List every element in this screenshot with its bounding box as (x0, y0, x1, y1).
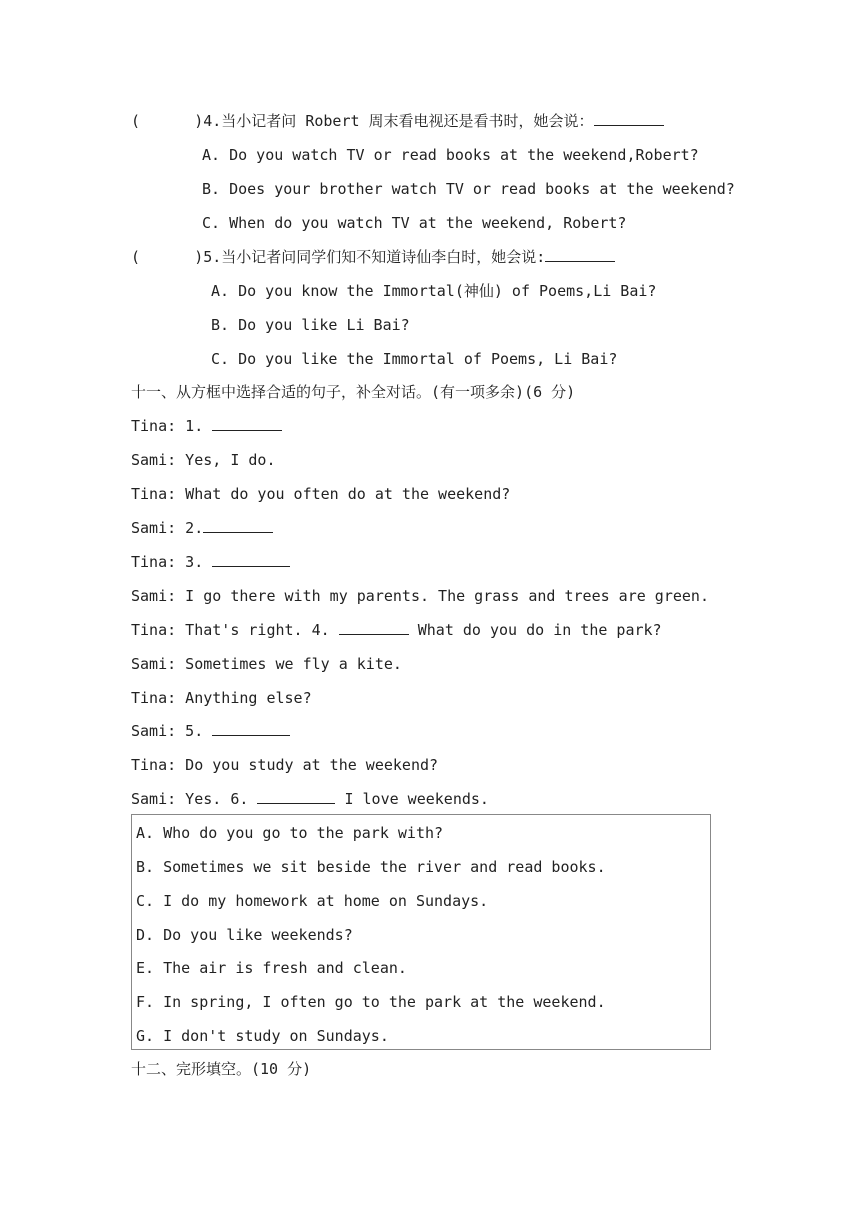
choice-g: G. I don't study on Sundays. (136, 1027, 389, 1045)
q4-option-b: B. Does your brother watch TV or read books at the weekend? (202, 180, 735, 198)
choice-a: A. Who do you go to the park with? (136, 824, 444, 842)
dialogue-line-9: Tina: Anything else? (131, 689, 312, 707)
answer-blank[interactable] (203, 518, 273, 533)
answer-blank[interactable] (545, 247, 615, 262)
dialogue-line-3: Tina: What do you often do at the weekend? (131, 485, 511, 503)
dialogue-line-2: Sami: Yes, I do. (131, 451, 276, 469)
choice-b: B. Sometimes we sit beside the river and read books. (136, 858, 606, 876)
dialogue-line-7: Tina: That's right. 4. What do you do in the park? (131, 621, 662, 639)
q5-stem: ( )5.当小记者问同学们知不知道诗仙李白时，她会说: (131, 247, 615, 267)
q4-option-a: A. Do you watch TV or read books at the weekend,Robert? (202, 146, 699, 164)
choice-d: D. Do you like weekends? (136, 926, 353, 944)
answer-blank[interactable] (257, 789, 335, 804)
dialogue-line-11: Tina: Do you study at the weekend? (131, 756, 439, 774)
dialogue-line-1: Tina: 1. (131, 416, 282, 436)
q4-option-c: C. When do you watch TV at the weekend, Robert? (202, 214, 627, 232)
answer-blank[interactable] (212, 552, 290, 567)
dialogue-line-10: Sami: 5. (131, 721, 290, 741)
section-12-heading: 十二、完形填空。(10 分) (131, 1060, 312, 1078)
answer-blank[interactable] (212, 721, 290, 736)
answer-blank[interactable] (594, 111, 664, 126)
section-11-heading: 十一、从方框中选择合适的句子，补全对话。(有一项多余)(6 分) (131, 383, 576, 401)
q5-option-c: C. Do you like the Immortal of Poems, Li Bai? (211, 350, 618, 368)
dialogue-line-6: Sami: I go there with my parents. The grass and trees are green. (131, 587, 709, 605)
choice-f: F. In spring, I often go to the park at the weekend. (136, 993, 606, 1011)
answer-blank[interactable] (212, 416, 282, 431)
dialogue-line-12: Sami: Yes. 6. I love weekends. (131, 790, 489, 808)
q5-option-a: A. Do you know the Immortal(神仙) of Poems,Li Bai? (211, 282, 657, 300)
q5-option-b: B. Do you like Li Bai? (211, 316, 410, 334)
choice-c: C. I do my homework at home on Sundays. (136, 892, 489, 910)
dialogue-line-4: Sami: 2. (131, 518, 273, 538)
answer-blank[interactable] (339, 620, 409, 635)
q4-stem: ( )4.当小记者问 Robert 周末看电视还是看书时，她会说： (131, 111, 664, 131)
dialogue-line-5: Tina: 3. (131, 552, 290, 572)
dialogue-line-8: Sami: Sometimes we fly a kite. (131, 655, 402, 673)
choice-e: E. The air is fresh and clean. (136, 959, 407, 977)
